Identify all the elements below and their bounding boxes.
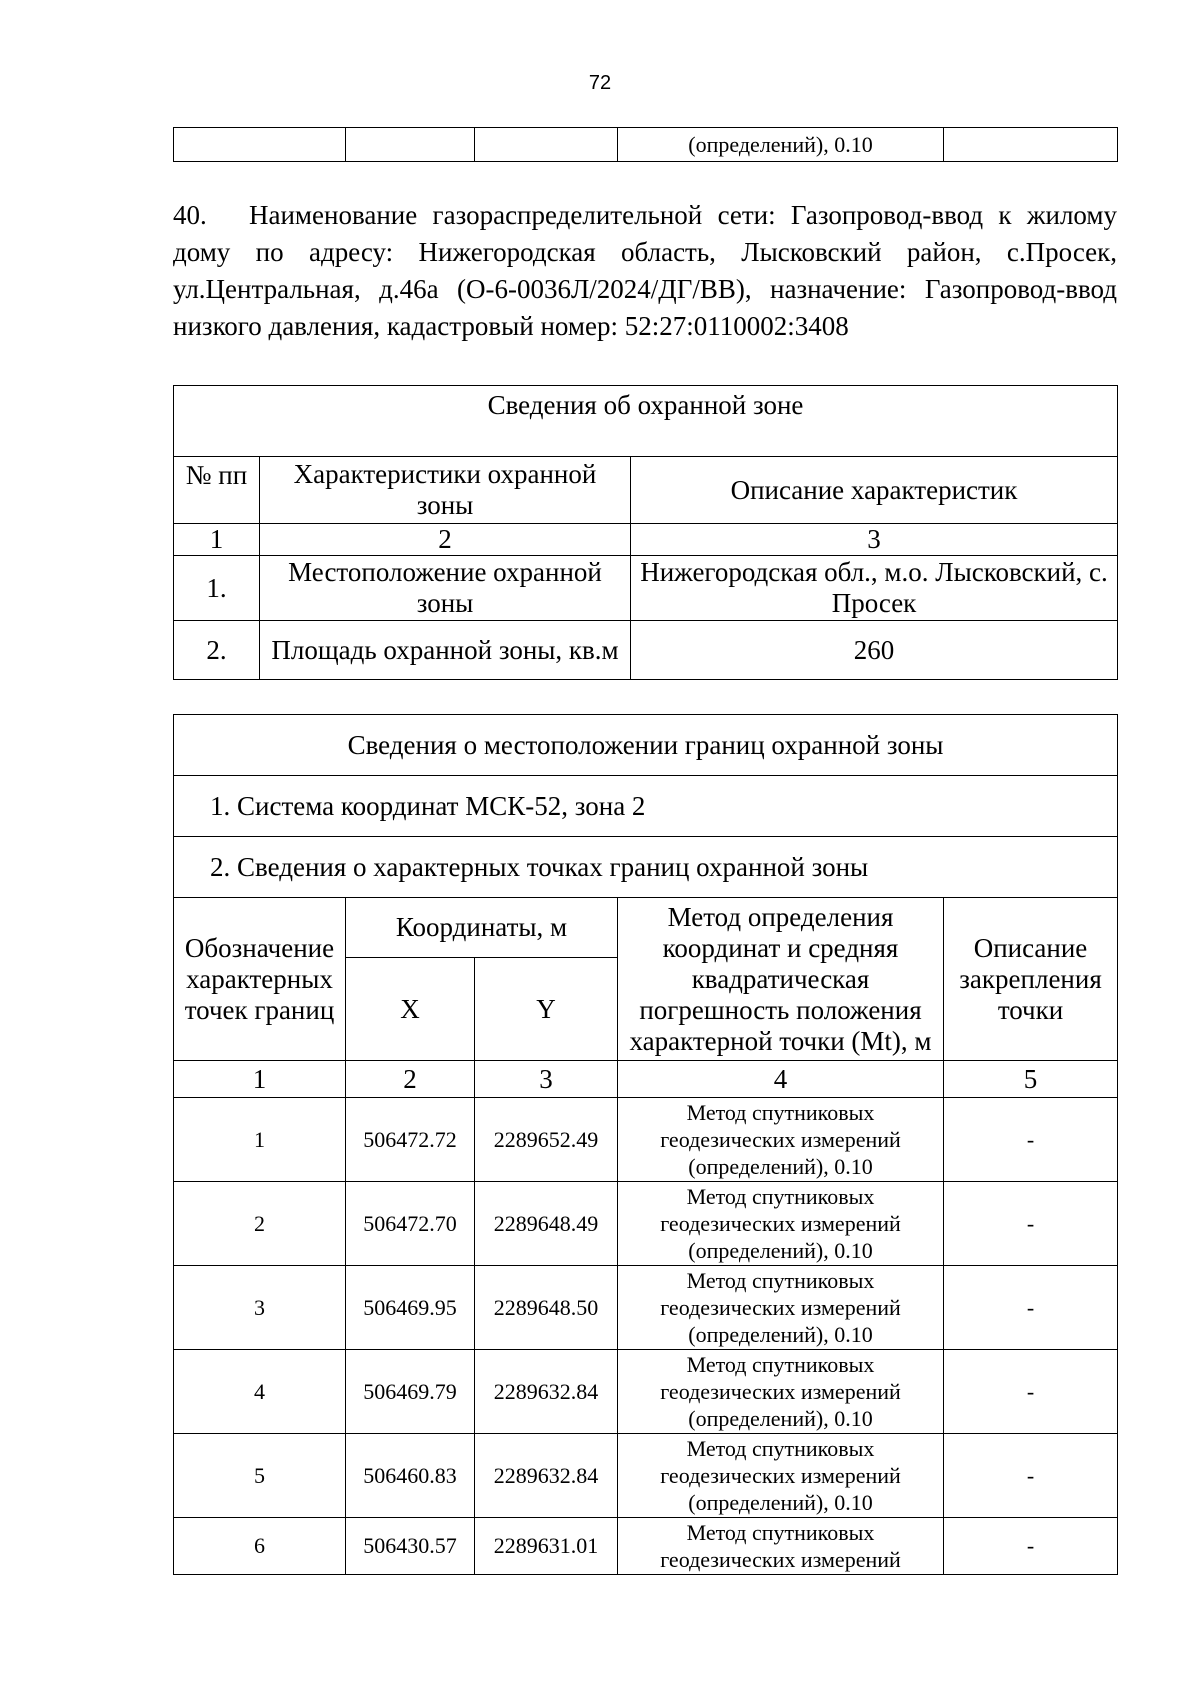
table-row	[174, 1182, 1118, 1266]
point-fixing: -	[944, 1098, 1118, 1182]
table-row	[174, 1434, 1118, 1518]
point-y: 2289648.49	[475, 1182, 618, 1266]
header-x: X	[346, 958, 475, 1061]
point-y: 2289632.84	[475, 1434, 618, 1518]
row-value: Нижегородская обл., м.о. Лысковский, с. Просек	[631, 556, 1118, 621]
header-num: № пп	[174, 457, 260, 524]
point-y: 2289652.49	[475, 1098, 618, 1182]
index-cell: 1	[174, 524, 260, 556]
table-row	[174, 128, 1118, 162]
point-x: 506472.72	[346, 1098, 475, 1182]
point-fixing: -	[944, 1350, 1118, 1434]
point-x: 506430.57	[346, 1518, 475, 1575]
table-cell	[346, 128, 475, 162]
points-subtitle: 2. Сведения о характерных точках границ охранной зоны	[174, 837, 1118, 898]
table-index-row	[174, 524, 1118, 556]
table-cell	[475, 128, 618, 162]
table-header-row	[174, 898, 1118, 958]
zone-info-table	[173, 385, 1118, 680]
row-name: Площадь охранной зоны, кв.м	[260, 621, 631, 680]
header-description: Описание характеристик	[631, 457, 1118, 524]
table-title-row	[174, 386, 1118, 457]
table-index-row	[174, 1061, 1118, 1098]
table-title-row	[174, 715, 1118, 776]
table-row	[174, 621, 1118, 680]
index-cell: 3	[631, 524, 1118, 556]
point-method: Метод спутниковых геодезических измерений (определений), 0.10	[618, 1434, 944, 1518]
index-cell: 3	[475, 1061, 618, 1098]
network-description	[173, 197, 1117, 345]
header-y: Y	[475, 958, 618, 1061]
paragraph-text: Наименование газораспределительной сети: Газопровод-ввод к жилому дому по адресу: Нижегородская область, Лысковский район, с.Просек, ул.Центральная, д.46а (О-6-0036Л/2024/ДГ/ВВ), назначение: Газопровод-ввод низкого давления, кадастровый номер: 52:27:0110002:3408	[173, 200, 1117, 341]
point-x: 506469.79	[346, 1350, 475, 1434]
header-fixing: Описание закрепления точки	[944, 898, 1118, 1061]
index-cell: 5	[944, 1061, 1118, 1098]
index-cell: 2	[260, 524, 631, 556]
table-row	[174, 776, 1118, 837]
coord-table-title: Сведения о местоположении границ охранной зоны	[174, 715, 1118, 776]
paragraph-number: 40.	[173, 200, 207, 230]
table-row	[174, 1350, 1118, 1434]
table-row	[174, 1518, 1118, 1575]
table-cell: (определений), 0.10	[618, 128, 944, 162]
row-name: Местоположение охранной зоны	[260, 556, 631, 621]
point-number: 1	[174, 1098, 346, 1182]
table-cell	[944, 128, 1118, 162]
point-method: Метод спутниковых геодезических измерений (определений), 0.10	[618, 1266, 944, 1350]
index-cell: 2	[346, 1061, 475, 1098]
point-method: Метод спутниковых геодезических измерений (определений), 0.10	[618, 1182, 944, 1266]
point-number: 3	[174, 1266, 346, 1350]
point-fixing: -	[944, 1266, 1118, 1350]
point-fixing: -	[944, 1518, 1118, 1575]
point-y: 2289631.01	[475, 1518, 618, 1575]
header-method: Метод определения координат и средняя квадратическая погрешность положения характерной точки (Mt), м	[618, 898, 944, 1061]
table-header-row	[174, 457, 1118, 524]
row-num: 2.	[174, 621, 260, 680]
table-row	[174, 556, 1118, 621]
point-fixing: -	[944, 1182, 1118, 1266]
coordinate-system: 1. Система координат МСК-52, зона 2	[174, 776, 1118, 837]
point-number: 4	[174, 1350, 346, 1434]
point-y: 2289632.84	[475, 1350, 618, 1434]
row-value: 260	[631, 621, 1118, 680]
header-point: Обозначение характерных точек границ	[174, 898, 346, 1061]
zone-table-title: Сведения об охранной зоне	[174, 386, 1118, 457]
row-num: 1.	[174, 556, 260, 621]
table-cell	[174, 128, 346, 162]
coordinates-table	[173, 714, 1118, 1575]
continuation-table	[173, 127, 1118, 162]
point-number: 2	[174, 1182, 346, 1266]
point-fixing: -	[944, 1434, 1118, 1518]
header-coordinates: Координаты, м	[346, 898, 618, 958]
table-row	[174, 837, 1118, 898]
point-method: Метод спутниковых геодезических измерений (определений), 0.10	[618, 1350, 944, 1434]
point-number: 6	[174, 1518, 346, 1575]
table-row	[174, 1098, 1118, 1182]
point-number: 5	[174, 1434, 346, 1518]
index-cell: 4	[618, 1061, 944, 1098]
point-method: Метод спутниковых геодезических измерений	[618, 1518, 944, 1575]
index-cell: 1	[174, 1061, 346, 1098]
point-y: 2289648.50	[475, 1266, 618, 1350]
table-row	[174, 1266, 1118, 1350]
header-characteristic: Характеристики охранной зоны	[260, 457, 631, 524]
point-method: Метод спутниковых геодезических измерений (определений), 0.10	[618, 1098, 944, 1182]
point-x: 506460.83	[346, 1434, 475, 1518]
page-number: 72	[588, 72, 612, 94]
point-x: 506469.95	[346, 1266, 475, 1350]
point-x: 506472.70	[346, 1182, 475, 1266]
